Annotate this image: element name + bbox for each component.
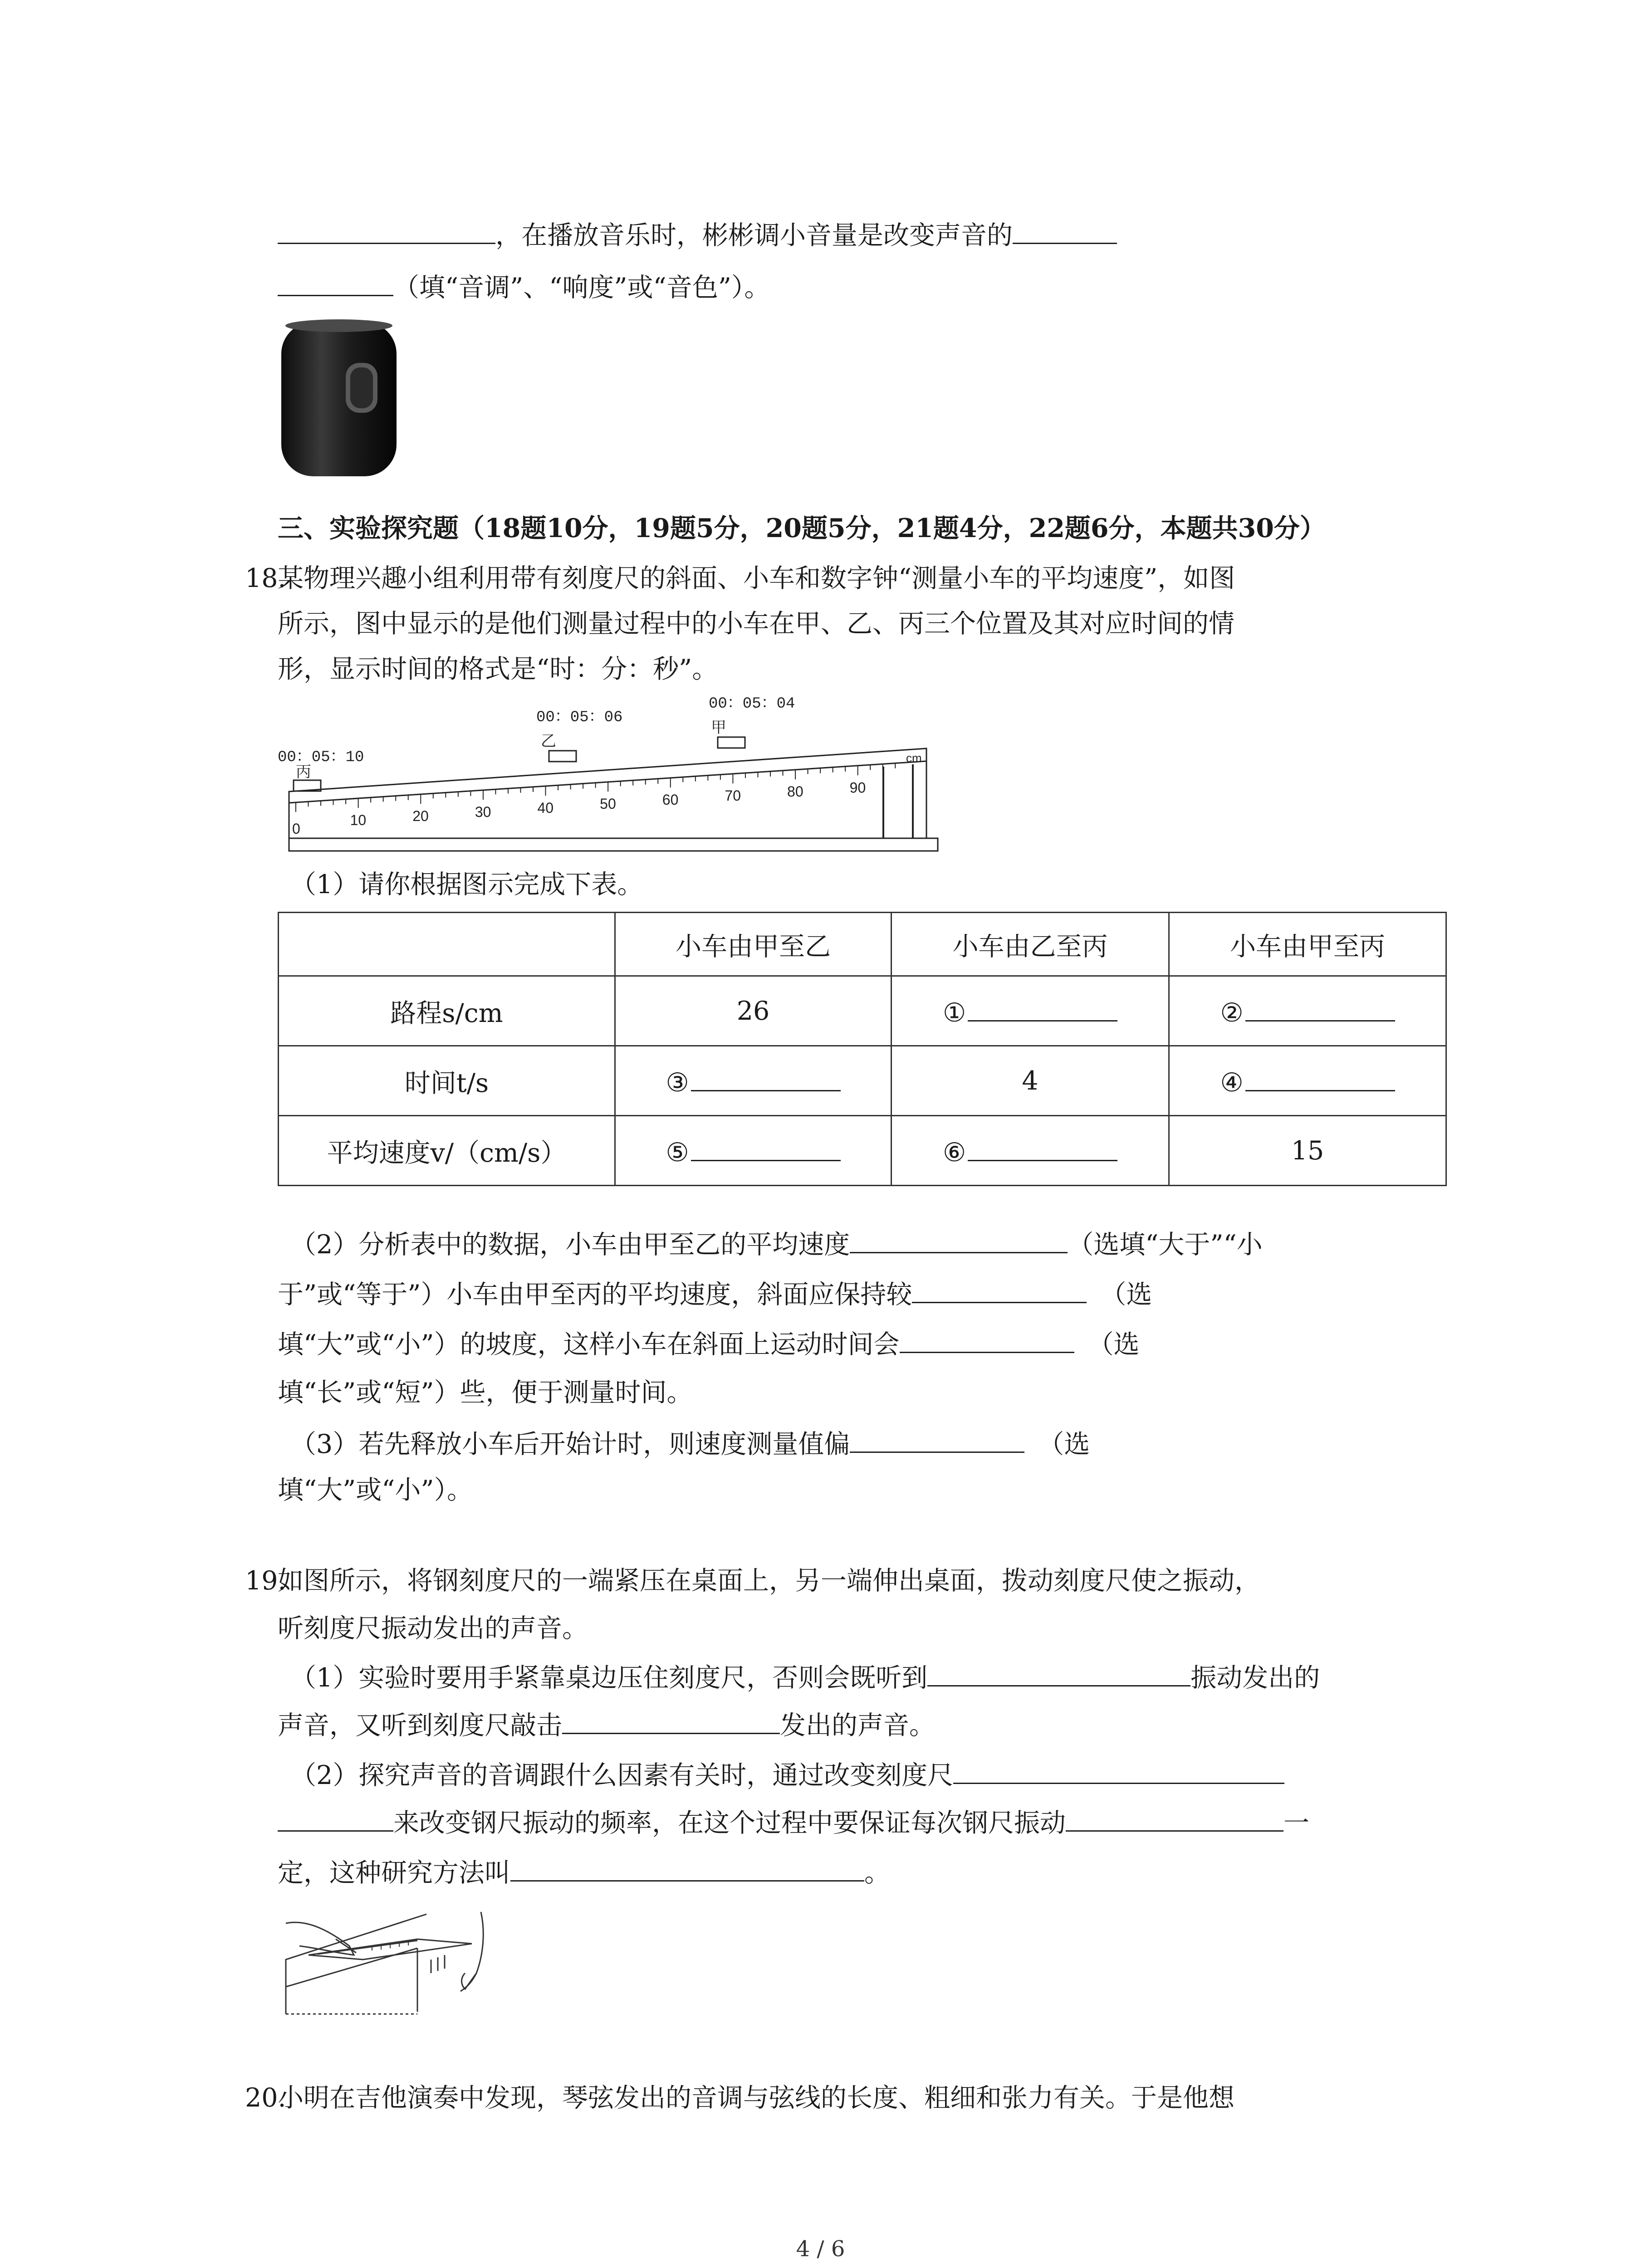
answer-blank[interactable] [953, 1755, 1284, 1784]
prev-line-2: （填“音调”、“响度”或“音色”）。 [278, 268, 770, 306]
q19-sub1-line-2: 声音，又听到刻度尺敲击 发出的声音。 [278, 1706, 935, 1744]
page-number: 4 / 6 [796, 2236, 845, 2262]
ruler-tick-label: 30 [475, 804, 491, 821]
label-bing: 丙 [296, 763, 311, 781]
table-base [289, 838, 938, 851]
table-row [279, 976, 1446, 1046]
table-cell-blank[interactable]: ① [892, 976, 1169, 1046]
clock-yi: 00：05：06 [536, 709, 623, 726]
section-heading: 三、实验探究题（18题10分，19题5分，20题5分，21题4分，22题6分，本题共30分） [278, 513, 1326, 543]
incline-plane [289, 748, 926, 838]
table-cell-blank[interactable]: ⑤ [615, 1116, 892, 1186]
q18-line-3: 形，显示时间的格式是“时：分：秒”。 [278, 654, 718, 684]
q19-sub2-line-3: 定，这种研究方法叫 。 [278, 1853, 890, 1891]
car-jia [718, 737, 745, 748]
ruler-tick-label: 0 [292, 821, 300, 837]
table-header-cell: 小车由甲至乙 [615, 913, 892, 976]
answer-blank[interactable] [278, 215, 495, 244]
table-cell: 4 [892, 1046, 1169, 1116]
table-header-row [279, 913, 1446, 976]
unit-label: cm [906, 751, 922, 765]
answer-blank[interactable] [912, 1275, 1087, 1303]
ruler-tick-label: 90 [849, 779, 866, 796]
q20-line-1: 小明在吉他演奏中发现，琴弦发出的音调与弦线的长度、粗细和张力有关。于是他想 [278, 2083, 1234, 2113]
answer-blank[interactable] [900, 1325, 1074, 1353]
q18-sub1: （1）请你根据图示完成下表。 [290, 870, 643, 899]
answer-blank[interactable] [850, 1225, 1068, 1253]
smart-speaker-icon [278, 313, 400, 485]
answer-blank[interactable] [1013, 215, 1117, 244]
clock-bing: 00：05：10 [278, 749, 364, 766]
answer-blank[interactable] [278, 1803, 393, 1832]
car-yi [549, 751, 576, 762]
ruler-tick-label: 40 [537, 800, 554, 816]
speed-table [278, 912, 1447, 1186]
table-header-cell: 小车由乙至丙 [892, 913, 1169, 976]
ruler-tick-label: 70 [725, 787, 741, 804]
q20-number: 20. [245, 2083, 286, 2113]
q19-line-1: 如图所示，将钢刻度尺的一端紧压在桌面上，另一端伸出桌面，拨动刻度尺使之振动， [278, 1566, 1260, 1596]
q18-sub2-line-1: （2）分析表中的数据，小车由甲至乙的平均速度 （选填“大于”“小 [290, 1225, 1263, 1263]
table-row [279, 1046, 1446, 1116]
q18-sub3-line-1: （3）若先释放小车后开始计时，则速度测量值偏 （选 [290, 1424, 1090, 1462]
table-cell-blank[interactable]: ③ [615, 1046, 892, 1116]
label-yi: 乙 [541, 733, 556, 750]
table-header-cell: 小车由甲至丙 [1169, 913, 1446, 976]
incline-ruler-figure [278, 694, 940, 857]
table-cell-blank[interactable]: ④ [1169, 1046, 1446, 1116]
q18-line-1: 某物理兴趣小组利用带有刻度尺的斜面、小车和数字钟“测量小车的平均速度”，如图 [278, 563, 1235, 593]
ruler-tick-label: 10 [350, 812, 367, 829]
q18-sub2-line-3: 填“大”或“小”）的坡度，这样小车在斜面上运动时间会 （选 [278, 1325, 1140, 1363]
q19-sub1-line-1: （1）实验时要用手紧靠桌边压住刻度尺，否则会既听到 振动发出的 [290, 1658, 1320, 1696]
answer-blank[interactable] [850, 1424, 1024, 1453]
q18-sub2-line-4: 填“长”或“短”）些，便于测量时间。 [278, 1378, 693, 1408]
q19-line-2: 听刻度尺振动发出的声音。 [278, 1613, 588, 1643]
label-jia: 甲 [711, 719, 726, 736]
q18-sub2-line-2: 于”或“等于”）小车由甲至丙的平均速度，斜面应保持较 （选 [278, 1275, 1152, 1313]
prev-line-1: ，在播放音乐时，彬彬调小音量是改变声音的 [278, 215, 1117, 254]
row-label: 路程s/cm [279, 976, 615, 1046]
table-cell-blank[interactable]: ② [1169, 976, 1446, 1046]
ruler-tick-label: 20 [412, 808, 429, 825]
row-label: 平均速度v/（cm/s） [279, 1116, 615, 1186]
ruler-tick-label: 80 [787, 783, 803, 800]
ruler-tick-label: 60 [662, 792, 679, 808]
answer-blank[interactable] [1066, 1803, 1283, 1832]
table-header-cell [279, 913, 615, 976]
steel-ruler-figure [281, 1905, 495, 2019]
answer-blank[interactable] [927, 1658, 1190, 1686]
table-row [279, 1116, 1446, 1186]
row-label: 时间t/s [279, 1046, 615, 1116]
answer-blank[interactable] [510, 1853, 864, 1882]
q19-sub2-line-2: 来改变钢尺振动的频率，在这个过程中要保证每次钢尺振动 一 [278, 1803, 1309, 1841]
q18-sub3-line-2: 填“大”或“小”）。 [278, 1475, 473, 1505]
q19-sub2-line-1: （2）探究声音的音调跟什么因素有关时，通过改变刻度尺 [290, 1755, 1284, 1794]
q19-number: 19. [245, 1566, 286, 1596]
table-cell: 26 [615, 976, 892, 1046]
answer-blank[interactable] [562, 1706, 780, 1734]
table-cell: 15 [1169, 1116, 1446, 1186]
answer-blank[interactable] [278, 268, 393, 296]
table-cell-blank[interactable]: ⑥ [892, 1116, 1169, 1186]
clock-jia: 00：05：04 [709, 695, 795, 713]
ruler-tick-label: 50 [600, 796, 616, 812]
ruler-tick-labels [292, 779, 866, 837]
q18-line-2: 所示，图中显示的是他们测量过程中的小车在甲、乙、丙三个位置及其对应时间的情 [278, 609, 1234, 639]
q18-number: 18. [245, 563, 286, 593]
